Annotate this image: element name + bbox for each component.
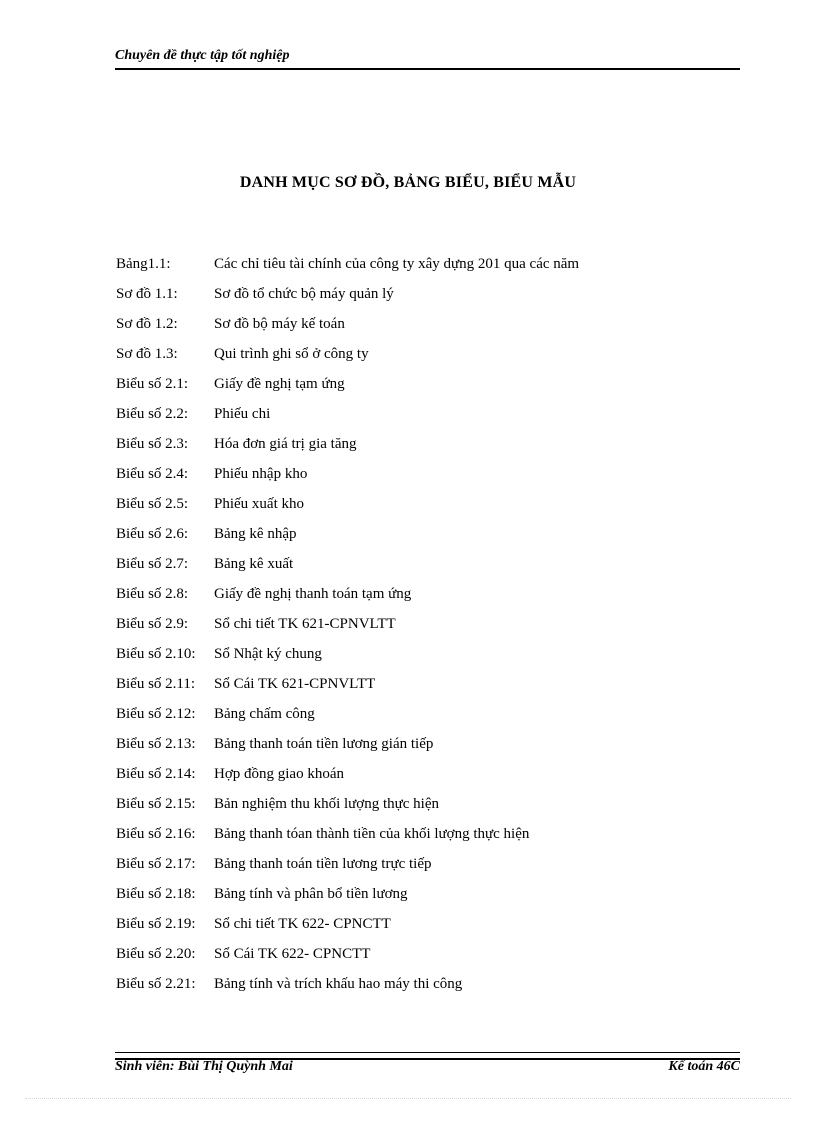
item-text: Giấy đề nghị thanh toán tạm ứng bbox=[214, 586, 412, 602]
list-item bbox=[116, 524, 756, 554]
item-text: Bảng kê nhập bbox=[214, 526, 297, 542]
item-text: Sơ đồ bộ máy kế toán bbox=[214, 316, 345, 332]
list-item bbox=[116, 974, 756, 1004]
list-item bbox=[116, 704, 756, 734]
item-label: Biểu số 2.3: bbox=[116, 436, 189, 452]
list-item bbox=[116, 734, 756, 764]
item-text: Bảng thanh toán tiền lương trực tiếp bbox=[214, 856, 432, 872]
item-label: Sơ đồ 1.2: bbox=[116, 316, 178, 332]
item-label: Biểu số 2.12: bbox=[116, 706, 196, 722]
page-title: DANH MỤC SƠ ĐỒ, BẢNG BIỂU, BIỂU MẪU bbox=[239, 174, 577, 191]
item-label: Biểu số 2.2: bbox=[116, 406, 189, 422]
item-text: Bảng chấm công bbox=[214, 706, 315, 722]
list-item bbox=[116, 314, 756, 344]
list-item bbox=[116, 854, 756, 884]
item-text: Hợp đồng giao khoán bbox=[214, 766, 344, 782]
item-label: Biểu số 2.17: bbox=[116, 856, 196, 872]
item-label: Biểu số 2.19: bbox=[116, 916, 196, 932]
list-item bbox=[116, 764, 756, 794]
item-label: Biểu số 2.10: bbox=[116, 646, 196, 662]
item-text: Qui trình ghi sổ ở công ty bbox=[214, 346, 369, 362]
list-item bbox=[116, 554, 756, 584]
item-label: Biểu số 2.15: bbox=[116, 796, 196, 812]
item-text: Bảng tính và trích khấu hao máy thi công bbox=[214, 976, 463, 992]
list-item bbox=[116, 884, 756, 914]
list-item bbox=[116, 674, 756, 704]
item-label: Biểu số 2.4: bbox=[116, 466, 189, 482]
list-item bbox=[116, 944, 756, 974]
item-label: Biểu số 2.14: bbox=[116, 766, 196, 782]
list-item bbox=[116, 644, 756, 674]
item-label: Biểu số 2.1: bbox=[116, 376, 189, 392]
page-header: Chuyên đề thực tập tốt nghiệp bbox=[115, 48, 740, 70]
list-item bbox=[116, 614, 756, 644]
contents-list bbox=[116, 254, 756, 1004]
list-item bbox=[116, 464, 756, 494]
page-footer bbox=[115, 1059, 740, 1075]
item-label: Biểu số 2.20: bbox=[116, 946, 196, 962]
item-label: Biểu số 2.7: bbox=[116, 556, 189, 572]
item-label: Biểu số 2.21: bbox=[116, 976, 196, 992]
footer-class: Kế toán 46C bbox=[668, 1059, 740, 1074]
item-label: Biểu số 2.18: bbox=[116, 886, 196, 902]
item-label: Bảng1.1: bbox=[116, 256, 171, 272]
item-label: Biểu số 2.16: bbox=[116, 826, 196, 842]
footer-student: Sinh viên: Bùi Thị Quỳnh Mai bbox=[115, 1059, 293, 1074]
item-text: Các chỉ tiêu tài chính của công ty xây dựng 201 qua các năm bbox=[214, 256, 580, 272]
item-text: Sổ Cái TK 621-CPNVLTT bbox=[214, 676, 376, 692]
item-text: Sổ chi tiết TK 621-CPNVLTT bbox=[214, 616, 396, 632]
item-text: Phiếu nhập kho bbox=[214, 466, 308, 482]
list-item bbox=[116, 374, 756, 404]
item-text: Bản nghiệm thu khối lượng thực hiện bbox=[214, 796, 439, 812]
page-bottom-divider bbox=[25, 1098, 791, 1099]
item-text: Phiếu xuất kho bbox=[214, 496, 304, 512]
item-text: Bảng thanh tóan thành tiền của khối lượng thực hiện bbox=[214, 826, 530, 842]
item-text: Giấy đề nghị tạm ứng bbox=[214, 376, 345, 392]
item-text: Phiếu chi bbox=[214, 406, 271, 422]
item-label: Biểu số 2.6: bbox=[116, 526, 189, 542]
item-text: Sơ đồ tổ chức bộ máy quản lý bbox=[214, 286, 394, 302]
list-item bbox=[116, 254, 756, 284]
item-label: Biểu số 2.11: bbox=[116, 676, 196, 692]
list-item bbox=[116, 914, 756, 944]
list-item bbox=[116, 494, 756, 524]
list-item bbox=[116, 404, 756, 434]
item-text: Bảng tính và phân bổ tiền lương bbox=[214, 886, 408, 902]
list-item bbox=[116, 284, 756, 314]
item-label: Sơ đồ 1.1: bbox=[116, 286, 178, 302]
item-text: Bảng kê xuất bbox=[214, 556, 294, 572]
list-item bbox=[116, 584, 756, 614]
item-text: Bảng thanh toán tiền lương gián tiếp bbox=[214, 736, 434, 752]
list-item bbox=[116, 344, 756, 374]
item-text: Sổ Nhật ký chung bbox=[214, 646, 322, 662]
item-label: Biểu số 2.9: bbox=[116, 616, 189, 632]
item-text: Hóa đơn giá trị gia tăng bbox=[214, 436, 357, 452]
item-text: Sổ chi tiết TK 622- CPNCTT bbox=[214, 916, 391, 932]
item-label: Biểu số 2.5: bbox=[116, 496, 189, 512]
item-text: Sổ Cái TK 622- CPNCTT bbox=[214, 946, 371, 962]
item-label: Biểu số 2.13: bbox=[116, 736, 196, 752]
item-label: Sơ đồ 1.3: bbox=[116, 346, 178, 362]
list-item bbox=[116, 824, 756, 854]
list-item bbox=[116, 434, 756, 464]
item-label: Biểu số 2.8: bbox=[116, 586, 189, 602]
list-item bbox=[116, 794, 756, 824]
